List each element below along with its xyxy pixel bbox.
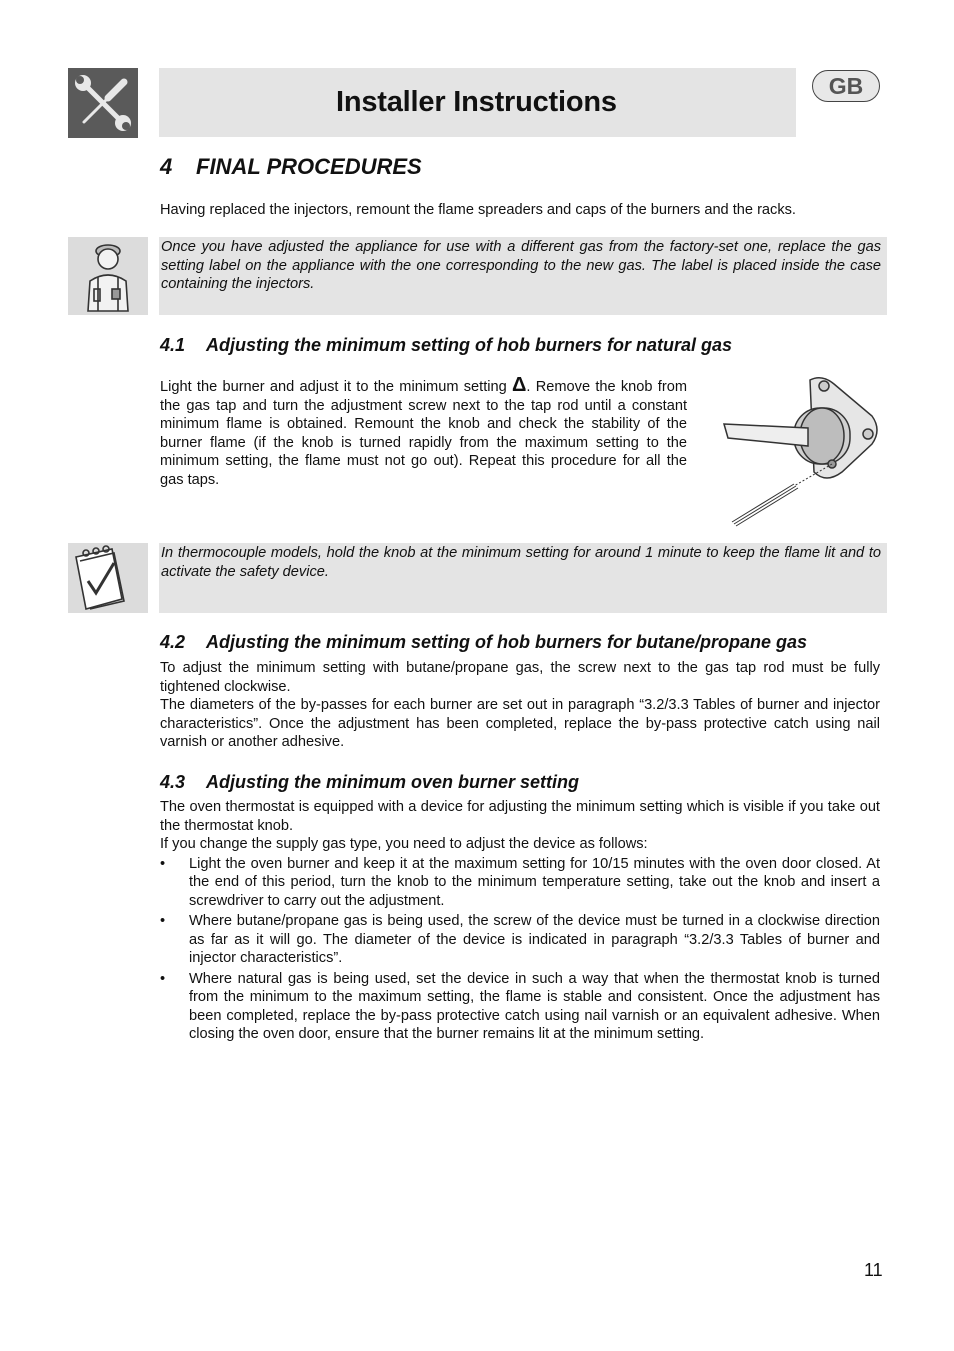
page-title: Installer Instructions (336, 86, 617, 118)
gas-tap-illustration (722, 372, 882, 527)
text-part: Light the burner and adjust it to the minimum setting (160, 379, 513, 395)
section-4-1-text (160, 374, 687, 489)
section-title: Adjusting the minimum setting of hob burners for butane/propane gas (206, 632, 808, 652)
paragraph: The oven thermostat is equipped with a device for adjusting the minimum setting which is visible if you take out the thermostat knob. (160, 799, 880, 834)
section-title: FINAL PROCEDURES (196, 154, 422, 179)
technician-icon (68, 237, 148, 315)
section-4-1-heading (160, 335, 732, 356)
section-4-intro: Having replaced the injectors, remount the flame spreaders and caps of the burners and the racks. (160, 202, 796, 218)
section-number: 4.2 (160, 632, 186, 652)
section-title: Adjusting the minimum setting of hob burners for natural gas (206, 335, 733, 355)
section-4-3-body (160, 798, 880, 1046)
section-4-2-body (160, 659, 880, 752)
bullet-mark: • (160, 970, 166, 987)
note-text: Once you have adjusted the appliance for use with a different gas from the factory-set one, replace the gas setting label on the appliance with the one corresponding to the new gas. The label is placed inside the case containing the injectors. (161, 239, 881, 292)
paragraph: The diameters of the by-passes for each burner are set out in paragraph “3.2/3.3 Tables of burner and injector characteristics”. Once the adjustment has been completed, replace the by-pass protective catch using nail varnish or another adhesive. (160, 697, 880, 750)
section-title: Adjusting the minimum oven burner setting (206, 772, 580, 792)
bullet-mark: • (160, 855, 166, 872)
tools-icon (68, 68, 138, 138)
section-4-3-heading (160, 772, 579, 793)
section-number: 4 (160, 154, 173, 179)
notepad-check-icon (68, 543, 148, 613)
section-4-heading (160, 154, 422, 180)
text-part: . Remove the knob from the gas tap and turn the adjustment screw next to the tap rod until a constant minimum flame is obtained. Remount the knob and check the stability of the burner flame (if the knob is turned rapidly from the maximum setting to the minimum setting, the flame must not go out). Repeat this procedure for all the gas taps. (160, 379, 687, 488)
section-4-2-heading (160, 632, 807, 653)
list-item (160, 855, 880, 911)
language-badge: GB (812, 70, 880, 102)
section-number: 4.1 (160, 335, 186, 355)
list-item (160, 912, 880, 968)
paragraph: To adjust the minimum setting with butane/propane gas, the screw next to the gas tap rod must be fully tightened clockwise. (160, 660, 880, 695)
note-box-thermocouple (159, 543, 887, 613)
header-bar (159, 68, 796, 137)
list-item-text: Where butane/propane gas is being used, the screw of the device must be turned in a clockwise direction as far as it will go. The diameter of the device is indicated in paragraph “3.2/3.3 Tables of burner and injector characteristics”. (189, 913, 880, 966)
list-item-text: Light the oven burner and keep it at the maximum setting for 10/15 minutes with the oven door closed. At the end of this period, turn the knob to the minimum temperature setting, take out the knob and insert a screwdriver to carry out the adjustment. (189, 855, 880, 909)
bullet-mark: • (160, 913, 166, 929)
list-item-text: Where natural gas is being used, set the device in such a way that when the thermostat knob is turned from the minimum to the maximum setting, the flame is stable and consistent. Once the adjustment has been completed, replace the by-pass protective catch using nail varnish or an equivalent adhesive. When closing the oven door, ensure that the burner remains lit at the minimum setting. (189, 970, 880, 1042)
adjustment-steps-list (160, 855, 880, 1044)
page-number: 11 (864, 1260, 883, 1280)
note-text: In thermocouple models, hold the knob at the minimum setting for around 1 minute to keep the flame lit and to activate the safety device. (161, 545, 881, 580)
note-box-gas-label (159, 237, 887, 315)
section-number: 4.3 (160, 772, 186, 792)
minimum-setting-symbol: Δ (512, 374, 527, 396)
paragraph: If you change the supply gas type, you need to adjust the device as follows: (160, 836, 648, 852)
list-item (160, 970, 880, 1044)
